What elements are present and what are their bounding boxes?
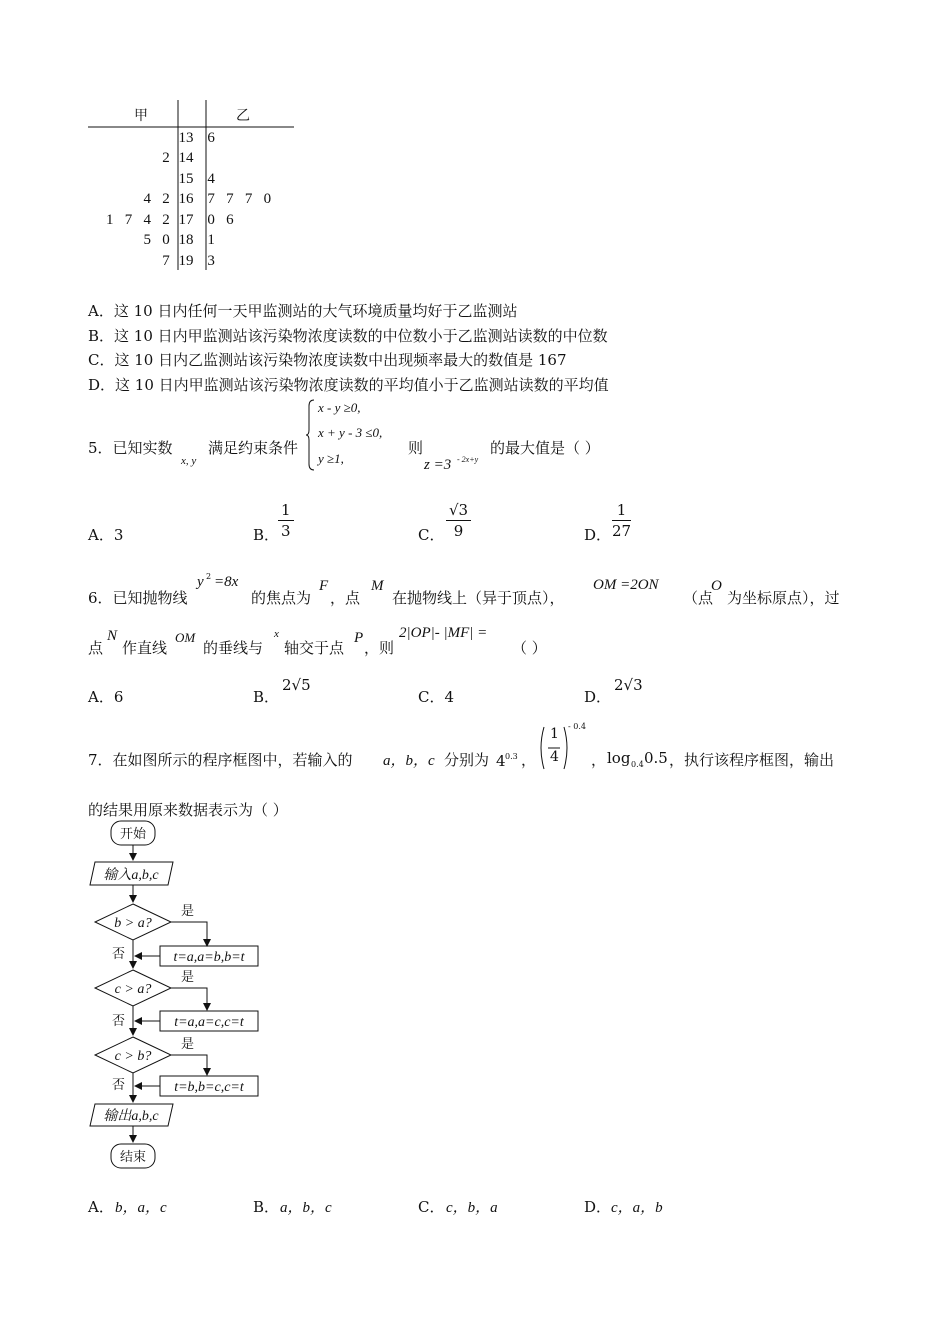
q5-suffix: 的最大值是（ ） <box>490 439 600 457</box>
q5-option-b-den: 3 <box>281 522 291 540</box>
q6-option-a: A．6 <box>88 688 124 706</box>
stem-leaf-left: 2 <box>162 150 170 167</box>
q7-log-base: 0.4 <box>631 760 644 769</box>
q7-option-d-label: D． <box>584 1198 612 1216</box>
q6-text-1d: 在抛物线上（异于顶点）， <box>392 589 565 607</box>
q6-P: P <box>354 630 364 646</box>
q5-option-d-den: 27 <box>612 522 632 540</box>
q4-option-b: B．这 10 日内甲监测站该污染物浓度读数的中位数小于乙监测站读数的中位数 <box>88 326 608 345</box>
flow-yes-1: 是 <box>181 904 195 919</box>
stem-leaf-stem: 14 <box>178 150 194 167</box>
flow-no-2: 否 <box>112 1014 126 1029</box>
q7-option-a-label: A． <box>88 1198 114 1216</box>
q6-M: M <box>371 578 384 594</box>
q6-text-2d: 轴交于点 <box>284 639 345 657</box>
q7-frac-num: 1 <box>550 726 559 742</box>
stem-leaf-row <box>88 169 298 190</box>
stem-leaf-right: 1 <box>207 232 215 249</box>
q5-option-c-den: 9 <box>453 522 464 540</box>
q7-option-c-label: C． <box>418 1198 445 1216</box>
q5-option-d-num: 1 <box>612 500 631 521</box>
q5-constraint-1: x - y ≥0, <box>318 400 361 415</box>
q6-F: F <box>319 578 329 594</box>
q4-option-a: A．这 10 日内任何一天甲监测站的大气环境质量均好于乙监测站 <box>88 302 518 320</box>
q6-expr: 2|OP|- |MF| = <box>399 625 488 641</box>
q7-text-2: 的结果用原来数据表示为（ ） <box>88 801 288 819</box>
q7-option-b-label: B． <box>253 1198 280 1216</box>
stem-leaf-stem: 13 <box>178 129 194 146</box>
stem-leaf-stem: 19 <box>178 252 194 269</box>
stem-leaf-row <box>88 149 298 170</box>
q5-option-d-label: D． <box>584 526 612 544</box>
flow-yes-3: 是 <box>181 1037 195 1052</box>
q5-exp: - 2x+y <box>457 455 479 464</box>
q5-then: 则 <box>408 439 424 457</box>
stem-leaf-stem: 15 <box>178 170 194 187</box>
q6-option-b-val: 2√5 <box>282 676 311 694</box>
q7-comma2: ， <box>591 751 607 769</box>
q6-text-2a: 点 <box>88 639 104 657</box>
q6-text-2e: ，则 <box>364 639 395 657</box>
stem-leaf-row <box>88 190 298 211</box>
q7-text-1c: ，执行该程序框图，输出 <box>669 751 835 769</box>
stem-leaf-row <box>88 128 298 149</box>
q4-options <box>88 299 609 397</box>
stem-leaf-row <box>88 231 298 252</box>
q6-text-1e: （点 <box>683 589 714 607</box>
q7-option-a-val: b，a，c <box>115 1200 167 1216</box>
q5-option-d-fraction <box>612 500 631 541</box>
stem-leaf-right: 7 7 7 0 <box>207 191 272 208</box>
stem-leaf-row <box>88 251 298 272</box>
stem-leaf-stem: 18 <box>178 232 194 249</box>
stem-leaf-plot <box>88 100 298 275</box>
stem-leaf-header-left: 甲 <box>134 108 148 124</box>
q6-eq-sup: 2 <box>206 572 212 581</box>
flow-input: 输入a,b,c <box>103 868 159 883</box>
q7-v1: 4 <box>496 752 506 770</box>
stem-leaf-left <box>88 128 174 149</box>
stem-leaf-left <box>88 169 174 190</box>
stem-leaf-right: 3 <box>207 252 215 269</box>
stem-leaf-stem: 17 <box>178 211 194 228</box>
q6-om-eq: OM =2ON <box>593 577 659 593</box>
q5-brace <box>306 398 316 472</box>
q6-O: O <box>711 578 722 594</box>
q5-option-c-fraction <box>446 500 471 541</box>
q7-log-arg: 0.5 <box>644 749 668 767</box>
flow-act1: t=a,a=b,b=t <box>173 950 245 965</box>
stem-leaf-right: 4 <box>207 170 215 187</box>
stem-leaf-right: 6 <box>207 129 215 146</box>
stem-leaf-row <box>88 210 298 231</box>
q5-option-b-fraction <box>278 500 294 541</box>
q5-constraint-3: y ≥1, <box>318 451 344 466</box>
stem-leaf-left: 4 2 <box>143 191 170 208</box>
q6-text-2f: （ ） <box>512 639 547 657</box>
stem-leaf-table <box>88 128 298 272</box>
q7-text-1a: 7．在如图所示的程序框图中，若输入的 <box>88 751 353 769</box>
flow-start: 开始 <box>119 827 147 842</box>
q5-option-b-label: B． <box>253 526 280 544</box>
q6-eq-rest: =8x <box>214 574 239 590</box>
stem-leaf-header-right: 乙 <box>236 108 250 124</box>
q7-option-b-val: a，b，c <box>280 1200 332 1216</box>
q5-z: z =3 <box>424 457 452 473</box>
q7-log: log <box>607 749 631 767</box>
q6-x: x <box>274 628 279 640</box>
q6-text-2c: 的垂线与 <box>203 639 264 657</box>
flow-act3: t=b,b=c,c=t <box>174 1080 244 1095</box>
q5-option-c-num: √3 <box>446 500 471 521</box>
q7-frac-den: 4 <box>550 749 559 765</box>
flow-cond3: c > b? <box>114 1049 152 1064</box>
flow-end: 结束 <box>119 1150 147 1165</box>
q5-prefix: 5．已知实数 <box>88 439 173 457</box>
q6-option-c: C．4 <box>418 688 455 706</box>
flowchart <box>85 818 275 1174</box>
q6-option-d-label: D． <box>584 688 612 706</box>
q6-eq-y: y <box>197 574 204 590</box>
stem-leaf-stem: 16 <box>178 191 194 208</box>
flow-act2: t=a,a=c,c=t <box>174 1015 244 1030</box>
flow-yes-2: 是 <box>181 970 195 985</box>
q6-option-b-label: B． <box>253 688 280 706</box>
q7-v2-exp: - 0.4 <box>568 722 586 731</box>
stem-leaf-right <box>198 149 298 170</box>
q4-option-c: C．这 10 日内乙监测站该污染物浓度读数中出现频率最大的数值是 167 <box>88 351 567 369</box>
q5-vars: x, y <box>181 455 197 467</box>
flow-no-1: 否 <box>112 947 126 962</box>
q7-comma: ， <box>521 751 537 769</box>
q5-option-b-num: 1 <box>278 500 294 521</box>
q6-text-1f: 为坐标原点），过 <box>727 589 840 607</box>
flow-output: 输出a,b,c <box>103 1109 159 1124</box>
q6-text-1a: 6．已知抛物线 <box>88 589 188 607</box>
q5-constraint-2: x + y - 3 ≤0, <box>318 425 383 440</box>
q5-option-a: A．3 <box>88 526 124 544</box>
q6-text-1b: 的焦点为 <box>251 589 312 607</box>
q6-OM2: OM <box>175 630 196 645</box>
q4-option-d: D．这 10 日内甲监测站该污染物浓度读数的平均值小于乙监测站读数的平均值 <box>88 375 609 394</box>
stem-leaf-left: 7 <box>162 252 170 269</box>
q7-option-c-val: c，b，a <box>446 1200 498 1216</box>
flow-cond1: b > a? <box>114 916 152 931</box>
q7-v1-exp: 0.3 <box>505 752 518 761</box>
q6-text-1c: ，点 <box>330 589 361 607</box>
stem-leaf-right: 0 6 <box>207 211 234 228</box>
flow-no-3: 否 <box>112 1078 126 1093</box>
q6-N: N <box>107 628 118 644</box>
q5-mid: 满足约束条件 <box>208 439 299 457</box>
q5-option-c-label: C． <box>418 526 445 544</box>
stem-leaf-left: 1 7 4 2 <box>105 211 170 228</box>
q7-text-1b: 分别为 <box>444 751 490 769</box>
q6-option-d-val: 2√3 <box>614 676 643 694</box>
q7-option-d-val: c，a，b <box>611 1200 663 1216</box>
stem-leaf-left: 5 0 <box>143 232 170 249</box>
flow-cond2: c > a? <box>114 982 152 997</box>
q6-text-2b: 作直线 <box>122 639 168 657</box>
q7-abc: a，b，c <box>383 753 435 769</box>
